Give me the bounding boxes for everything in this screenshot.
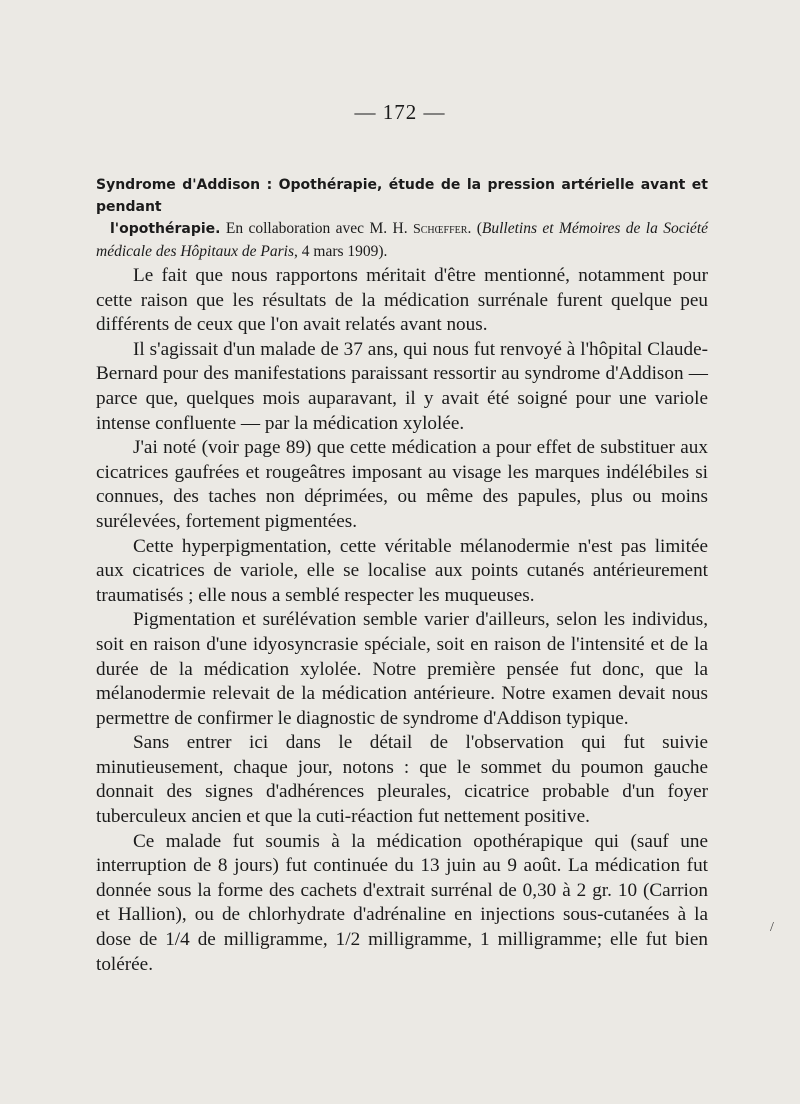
heading-collaborator: Schœffer [412,222,468,237]
paragraph: Cette hyperpigmentation, cette véritable mélanodermie n'est pas limitée aux cicatrices de variole, elle se localise aux points cutanés antérieurement traumatisés ; elle nous a semblé respecter les muqueuses. [96,535,708,606]
paragraph: Pigmentation et surélévation semble varier d'ailleurs, selon les individus, soit en raison d'une idyosyncrasie spéciale, soit en raison de l'intensité et de la durée de la médication xylolée. Notre première pensée fut donc, que la mélanodermie relevait de la médication antérieure. Notre examen devait nous permettre de confirmer le diagnostic de syndrome d'Addison typique. [96,609,708,729]
heading-title-continued: l'opothérapie. [110,221,221,237]
heading-journal: Bulletins et Mémoires de la Société médicale des Hôpitaux de Paris [96,220,709,260]
margin-mark: / [770,920,774,935]
heading-collab-text: En collaboration avec M. H. [220,220,413,237]
paragraph: Sans entrer ici dans le détail de l'observation qui fut suivie minutieusement, chaque jour, notons : que le sommet du poumon gauche donnait des signes d'adhérences pleurales, cicatrice probable d'un foyer tuberculeux ancien et que la cuti-réaction fut nettement positive. [96,732,708,828]
page-number: — 172 — [354,100,446,124]
heading-punct: . ( [467,220,482,237]
paragraph: Le fait que nous rapportons méritait d'être mentionné, notamment pour cette raison que les résultats de la médication surrénale furent quelque peu différents de ceux que l'on avait relatés avant nous. [96,265,708,336]
heading-title: Syndrome d'Addison : Opothérapie, étude de la pression artérielle avant et pendant [96,177,708,215]
heading-date: , 4 mars 1909). [294,243,388,260]
paragraph: Il s'agissait d'un malade de 37 ans, qui nous fut renvoyé à l'hôpital Claude-Bernard pour des manifestations paraissant ressortir au syndrome d'Addison — parce que, quelques mois auparavant, il y avait été soigné pour une variole intense confluente — par la médication xylolée. [96,338,708,434]
body-text [96,264,708,977]
paragraph: Ce malade fut soumis à la médication opothérapique qui (sauf une interruption de 8 jours) fut continuée du 13 juin au 9 août. La médication fut donnée sous la forme des cachets d'extrait surrénal de 0,30 à 2 gr. 10 (Carrion et Hallion), ou de chlorhydrate d'adrénaline en injections sous-cutanées à la dose de 1/4 de milligramme, 1/2 milligramme, 1 milligramme; elle fut bien tolérée. [96,830,708,975]
paragraph: J'ai noté (voir page 89) que cette médication a pour effet de substituer aux cicatrices gaufrées et rougeâtres imposant au visage les marques indélébiles si connues, des taches non déprimées, ou même des papules, plus ou moins surélevées, fortement pigmentées. [96,437,708,532]
bibliography-heading [96,174,708,263]
